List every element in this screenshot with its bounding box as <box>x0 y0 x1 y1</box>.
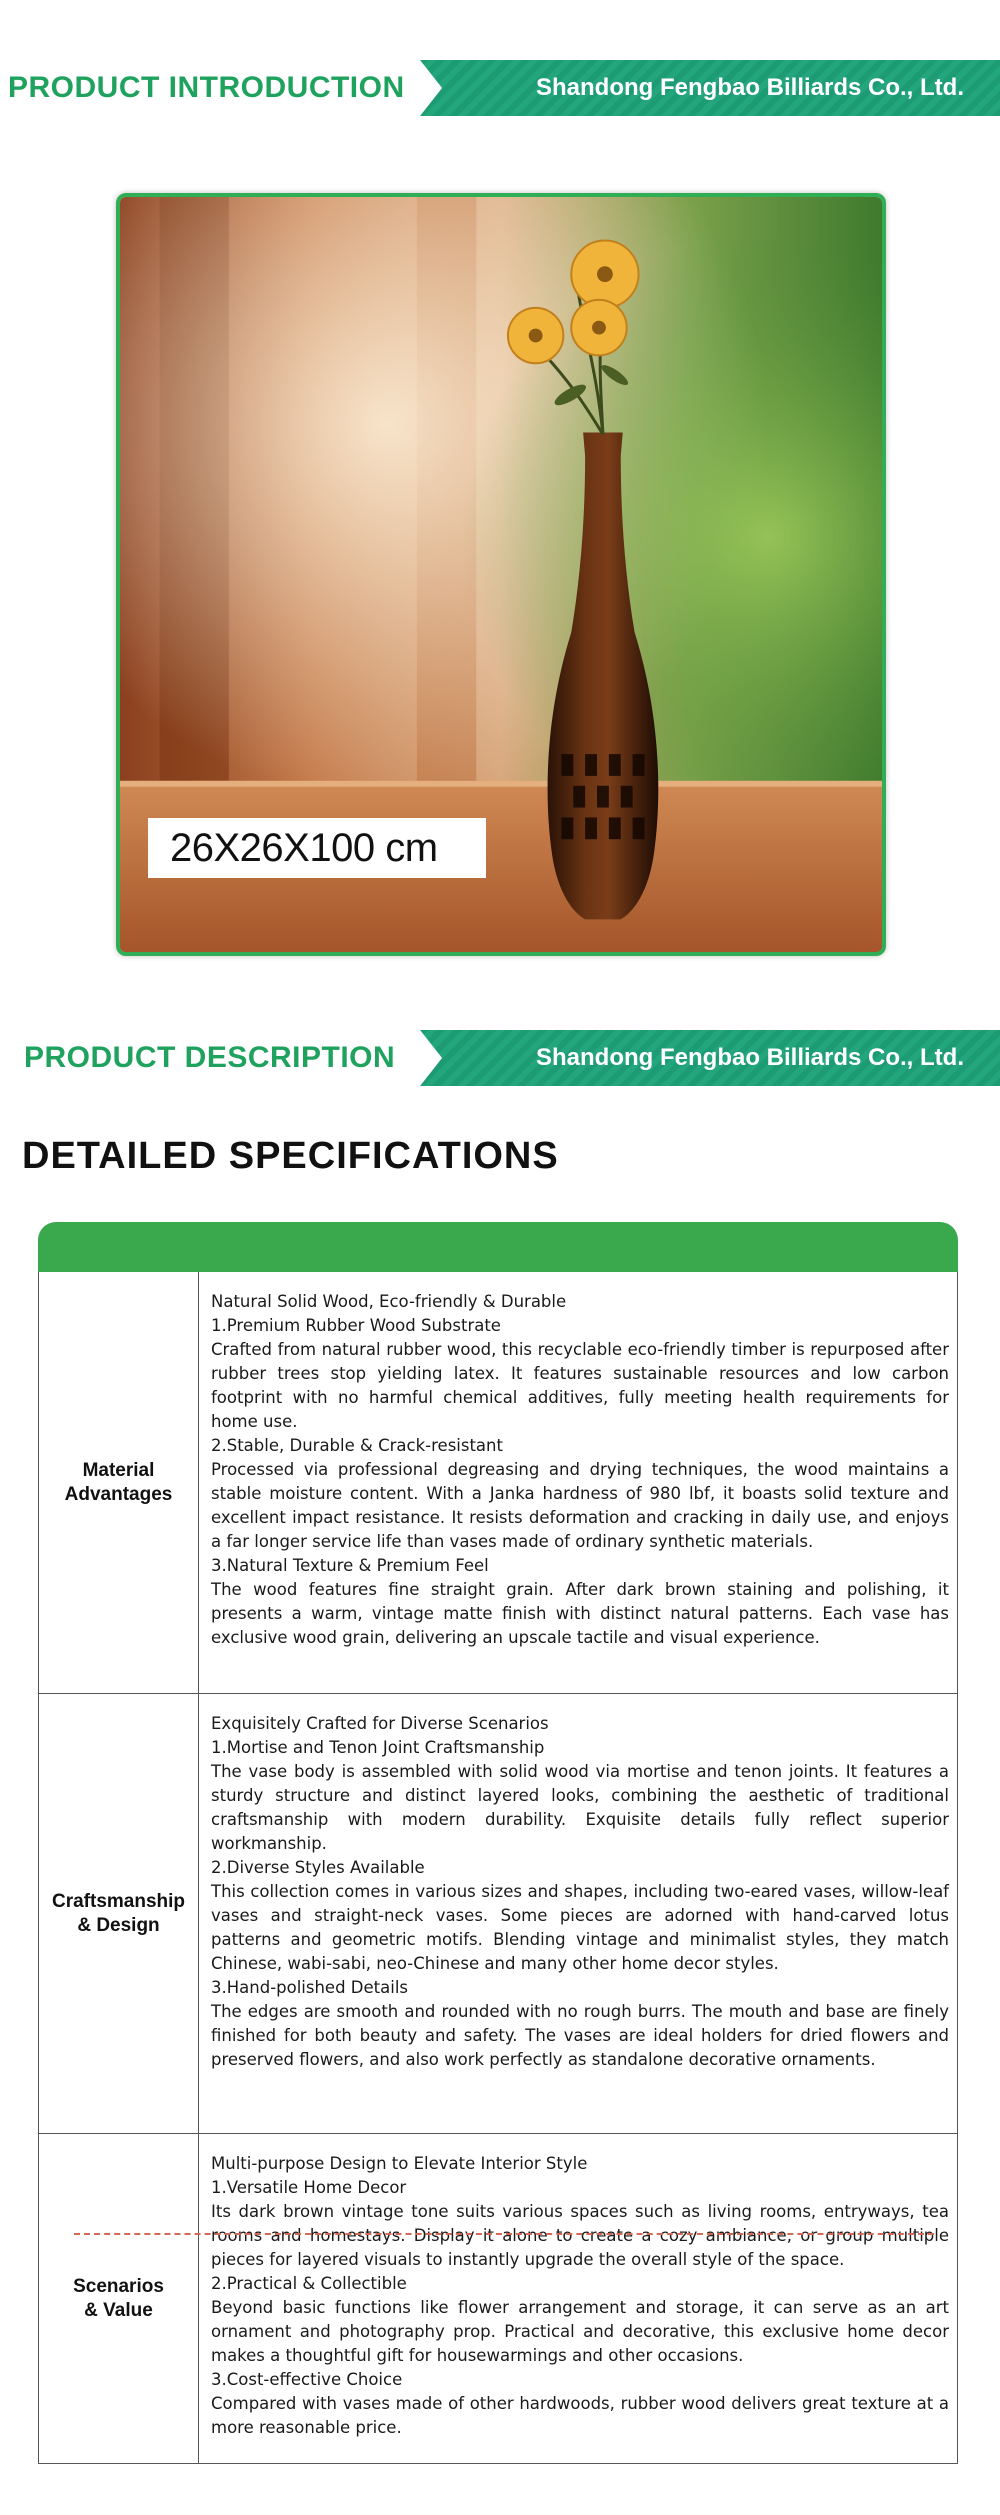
row-line: 3.Natural Texture & Premium Feel <box>211 1556 489 1575</box>
table-row <box>38 1272 958 1694</box>
table-header-band <box>38 1222 958 1272</box>
row-line: 2.Practical & Collectible <box>211 2274 407 2293</box>
dashed-divider <box>74 2233 934 2235</box>
row-description <box>211 2152 949 2440</box>
row-line: Its dark brown vintage tone suits various spaces such as living rooms, entryways, tea rooms and homestays. Display it alone to create a cozy ambiance, or group multiple pieces for layered visuals to instantly upgrade the overall style of the space. <box>211 2202 949 2269</box>
row-category: Scenarios & Value <box>39 2134 199 2463</box>
row-line: Beyond basic functions like flower arrangement and storage, it can serve as an art ornament and photography prop. Practical and decorative, this exclusive home decor makes a thoughtful gift for housewarmings and other occasions. <box>211 2298 949 2365</box>
row-line: 1.Premium Rubber Wood Substrate <box>211 1316 501 1335</box>
row-line: 3.Cost-effective Choice <box>211 2370 403 2389</box>
section-header-introduction <box>0 60 1000 116</box>
row-line: The vase body is assembled with solid wood via mortise and tenon joints. It features a sturdy structure and distinct layered looks, combining the aesthetic of traditional craftsmanship with modern durability. Exquisite details fully reflect superior workmanship. <box>211 1762 949 1853</box>
row-line: Natural Solid Wood, Eco-friendly & Durable <box>211 1292 567 1311</box>
row-line: Exquisitely Crafted for Diverse Scenarios <box>211 1714 549 1733</box>
row-line: Crafted from natural rubber wood, this recyclable eco-friendly timber is repurposed after rubber trees stop yielding latex. It features sustainable resources and low carbon footprint with no harmful chemical additives, fully meeting health requirements for home use. <box>211 1340 949 1431</box>
row-line: 3.Hand-polished Details <box>211 1978 409 1997</box>
row-line: The edges are smooth and rounded with no rough burrs. The mouth and base are finely finished for both beauty and safety. The vases are ideal holders for dried flowers and preserved flowers, and also work perfectly as standalone decorative ornaments. <box>211 2002 949 2069</box>
row-description <box>211 1712 949 2072</box>
row-line: Processed via professional degreasing and drying techniques, the wood maintains a stable moisture content. With a Janka hardness of 980 lbf, it boasts solid texture and excellent impact resistance. It resists deformation and cracking in daily use, and enjoys a far longer service life than vases made of ordinary synthetic materials. <box>211 1460 949 1551</box>
table-row <box>38 2134 958 2464</box>
row-category: Craftsmanship & Design <box>39 1694 199 2133</box>
size-label: 26X26X100 cm <box>148 818 486 878</box>
row-line: 1.Mortise and Tenon Joint Craftsmanship <box>211 1738 545 1757</box>
row-line: 2.Diverse Styles Available <box>211 1858 425 1877</box>
row-line: This collection comes in various sizes and shapes, including two-eared vases, willow-leaf vases and straight-neck vases. Some pieces are adorned with hand-carved lotus patterns and geometric motifs. Blending vintage and minimalist styles, they match Chinese, wabi-sabi, neo-Chinese and many other home decor styles. <box>211 1882 949 1973</box>
row-line: 2.Stable, Durable & Crack-resistant <box>211 1436 503 1455</box>
section-title: PRODUCT INTRODUCTION <box>8 71 405 104</box>
row-line: 1.Versatile Home Decor <box>211 2178 407 2197</box>
company-name: Shandong Fengbao Billiards Co., Ltd. <box>536 74 964 101</box>
specifications-table <box>38 1222 958 2462</box>
row-category: Material Advantages <box>39 1272 199 1693</box>
row-line: Compared with vases made of other hardwoods, rubber wood delivers great texture at a more reasonable price. <box>211 2394 949 2437</box>
row-line: Multi-purpose Design to Elevate Interior Style <box>211 2154 588 2173</box>
row-line: The wood features fine straight grain. After dark brown staining and polishing, it presents a warm, vintage matte finish with distinct natural patterns. Each vase has exclusive wood grain, delivering an upscale tactile and visual experience. <box>211 1580 949 1647</box>
company-name: Shandong Fengbao Billiards Co., Ltd. <box>536 1044 964 1071</box>
section-header-description <box>0 1030 1000 1086</box>
section-title: PRODUCT DESCRIPTION <box>24 1041 396 1074</box>
specifications-title: DETAILED SPECIFICATIONS <box>22 1135 559 1177</box>
row-description <box>211 1290 949 1650</box>
table-row <box>38 1694 958 2134</box>
